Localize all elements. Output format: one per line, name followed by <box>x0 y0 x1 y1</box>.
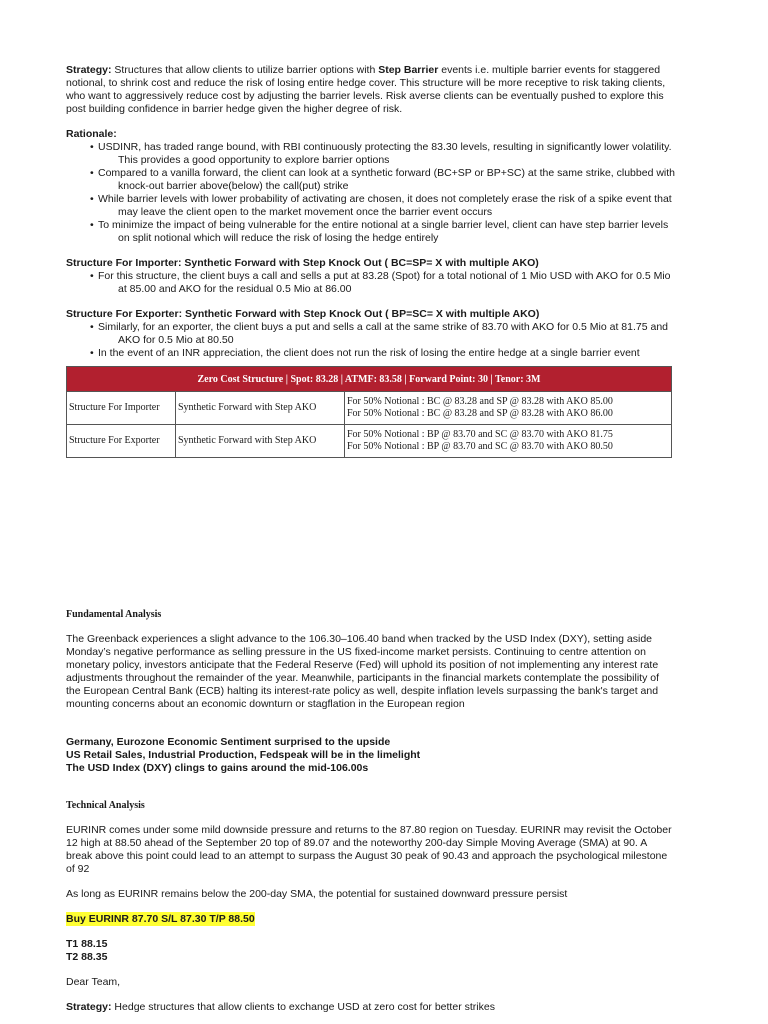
headline: US Retail Sales, Industrial Production, Fedspeak will be in the limelight <box>66 749 421 761</box>
list-item <box>90 193 706 219</box>
list-item-text: This provides a good opportunity to explore barrier options <box>118 154 390 166</box>
list-item <box>90 347 706 360</box>
importer-heading: Structure For Importer: Synthetic Forward with Step Knock Out ( BC=SP= X with multiple AKO) <box>66 257 539 269</box>
rationale-heading: Rationale: <box>66 128 117 140</box>
rationale-section <box>66 128 706 245</box>
technical-section <box>66 799 706 964</box>
fundamental-line: monetary policy, investors anticipate that the Federal Reserve (Fed) will uphold its position of not implementing any interest rate <box>66 659 659 671</box>
headline: Germany, Eurozone Economic Sentiment surprised to the upside <box>66 736 391 748</box>
strategy-line-1 <box>66 64 706 77</box>
technical-heading: Technical Analysis <box>66 800 145 811</box>
trade-call-highlight: Buy EURINR 87.70 S/L 87.30 T/P 88.50 <box>66 913 255 925</box>
technical-line: of 92 <box>66 863 90 875</box>
technical-line: 12 high at 88.50 ahead of the September 20 top of 89.07 and the noteworthy 200-day Simple Moving Average (SMA) at 90. A <box>66 837 648 849</box>
technical-note: As long as EURINR remains below the 200-day SMA, the potential for sustained downward pressure persist <box>66 888 568 900</box>
fundamental-line: The Greenback experiences a slight advance to the 106.30–106.40 band when tracked by the USD Index (DXY), setting aside <box>66 633 653 645</box>
list-item-text: Similarly, for an exporter, the client buys a put and sells a call at the same strike of 83.70 with AKO for 0.5 Mio at 81.75 and <box>98 321 669 333</box>
importer-section <box>66 257 706 296</box>
strategy-text-b: events i.e. multiple barrier events for staggered <box>438 64 661 76</box>
table-cell-line: For 50% Notional : BP @ 83.70 and SC @ 83.70 with AKO 80.50 <box>347 441 613 452</box>
strategy-section <box>66 64 706 116</box>
importer-list <box>66 270 706 296</box>
list-item <box>90 219 706 245</box>
closing-section <box>66 976 706 1014</box>
list-item-text: USDINR, has traded range bound, with RBI continuously protecting the 83.30 levels, resulting in significantly lower volatility. <box>98 141 672 153</box>
closing-strategy-text: Hedge structures that allow clients to exchange USD at zero cost for better strikes <box>111 1001 495 1013</box>
headline: The USD Index (DXY) clings to gains around the mid-106.00s <box>66 762 369 774</box>
list-item-text: To minimize the impact of being vulnerable for the entire notional at a single barrier level, client can have step barrier levels <box>98 219 669 231</box>
strategy-line: who want to aggressively reduce cost by adjusting the barrier levels. Risk averse clients can be eventually pushed to explore this <box>66 90 664 102</box>
technical-line: break above this point could lead to an attempt to surpass the August 30 peak of 90.43 and approach the psychological milestone <box>66 850 668 862</box>
strategy-line: post building confidence in barrier hedge given the higher degree of risk. <box>66 103 403 115</box>
list-item-text: at 85.00 and AKO for the residual 0.5 Mio at 86.00 <box>118 283 352 295</box>
table-cell-line: For 50% Notional : BC @ 83.28 and SP @ 83.28 with AKO 85.00 <box>347 396 613 407</box>
list-item-text: knock-out barrier above(below) the call(put) strike <box>118 180 349 192</box>
exporter-section <box>66 308 706 360</box>
table-cell-line: For 50% Notional : BC @ 83.28 and SP @ 83.28 with AKO 86.00 <box>347 408 613 419</box>
zero-cost-structure-table <box>66 366 672 458</box>
fundamental-line: mounting concerns about an economic downturn or stagflation in the European region <box>66 698 465 710</box>
table-row <box>67 392 672 425</box>
exporter-heading: Structure For Exporter: Synthetic Forward with Step Knock Out ( BP=SC= X with multiple AKO) <box>66 308 540 320</box>
strategy-line: notional, to shrink cost and reduce the risk of losing entire hedge cover. This structure will be more receptive to risk taking clients, <box>66 77 666 89</box>
document-page <box>66 64 706 1014</box>
closing-strategy-label: Strategy: <box>66 1001 112 1013</box>
exporter-list <box>66 321 706 360</box>
target-2: T2 88.35 <box>66 951 108 963</box>
table-cell <box>345 392 672 425</box>
list-item <box>90 167 706 193</box>
table-cell: Structure For Importer <box>67 392 176 425</box>
table-cell: Synthetic Forward with Step AKO <box>176 392 345 425</box>
table-header: Zero Cost Structure | Spot: 83.28 | ATMF: 83.58 | Forward Point: 30 | Tenor: 3M <box>67 367 672 392</box>
closing-strategy-line <box>66 1001 706 1014</box>
fundamental-heading: Fundamental Analysis <box>66 609 162 620</box>
list-item <box>90 141 706 167</box>
list-item-text: For this structure, the client buys a call and sells a put at 83.28 (Spot) for a total notional of 1 Mio USD with AKO for 0.5 Mio <box>98 270 671 282</box>
target-1: T1 88.15 <box>66 938 108 950</box>
list-item-text: AKO for 0.5 Mio at 80.50 <box>118 334 234 346</box>
table-cell: Structure For Exporter <box>67 425 176 458</box>
fundamental-section <box>66 608 706 775</box>
table-cell: Synthetic Forward with Step AKO <box>176 425 345 458</box>
fundamental-line: adjustments throughout the remainder of the year. Meanwhile, participants in the financial markets contemplate the possibility of <box>66 672 659 684</box>
strategy-bold-term: Step Barrier <box>378 64 439 76</box>
strategy-label: Strategy: <box>66 64 112 76</box>
technical-line: EURINR comes under some mild downside pressure and returns to the 87.80 region on Tuesday. EURINR may revisit the October <box>66 824 672 836</box>
list-item-text: on split notional which will reduce the risk of losing the hedge entirely <box>118 232 439 244</box>
strategy-text-a: Structures that allow clients to utilize barrier options with <box>111 64 379 76</box>
list-item-text: may leave the client open to the market movement once the barrier event occurs <box>118 206 493 218</box>
table-row <box>67 425 672 458</box>
list-item <box>90 270 706 296</box>
fundamental-line: the European Central Bank (ECB) halting its interest-rate policy as well, despite inflation levels surpassing the bank's target and <box>66 685 659 697</box>
list-item <box>90 321 706 347</box>
rationale-list <box>66 141 706 245</box>
fundamental-line: Monday’s negative performance as selling pressure in the US fixed-income market persists. Continuing to centre attention on <box>66 646 646 658</box>
greeting: Dear Team, <box>66 976 121 988</box>
list-item-text: In the event of an INR appreciation, the client does not run the risk of losing the entire hedge at a single barrier event <box>98 347 640 359</box>
table-cell-line: For 50% Notional : BP @ 83.70 and SC @ 83.70 with AKO 81.75 <box>347 429 613 440</box>
list-item-text: While barrier levels with lower probability of activating are chosen, it does not completely erase the risk of a spike event that <box>98 193 672 205</box>
list-item-text: Compared to a vanilla forward, the client can look at a synthetic forward (BC+SP or BP+SC) at the same strike, clubbed with <box>98 167 675 179</box>
table-cell <box>345 425 672 458</box>
